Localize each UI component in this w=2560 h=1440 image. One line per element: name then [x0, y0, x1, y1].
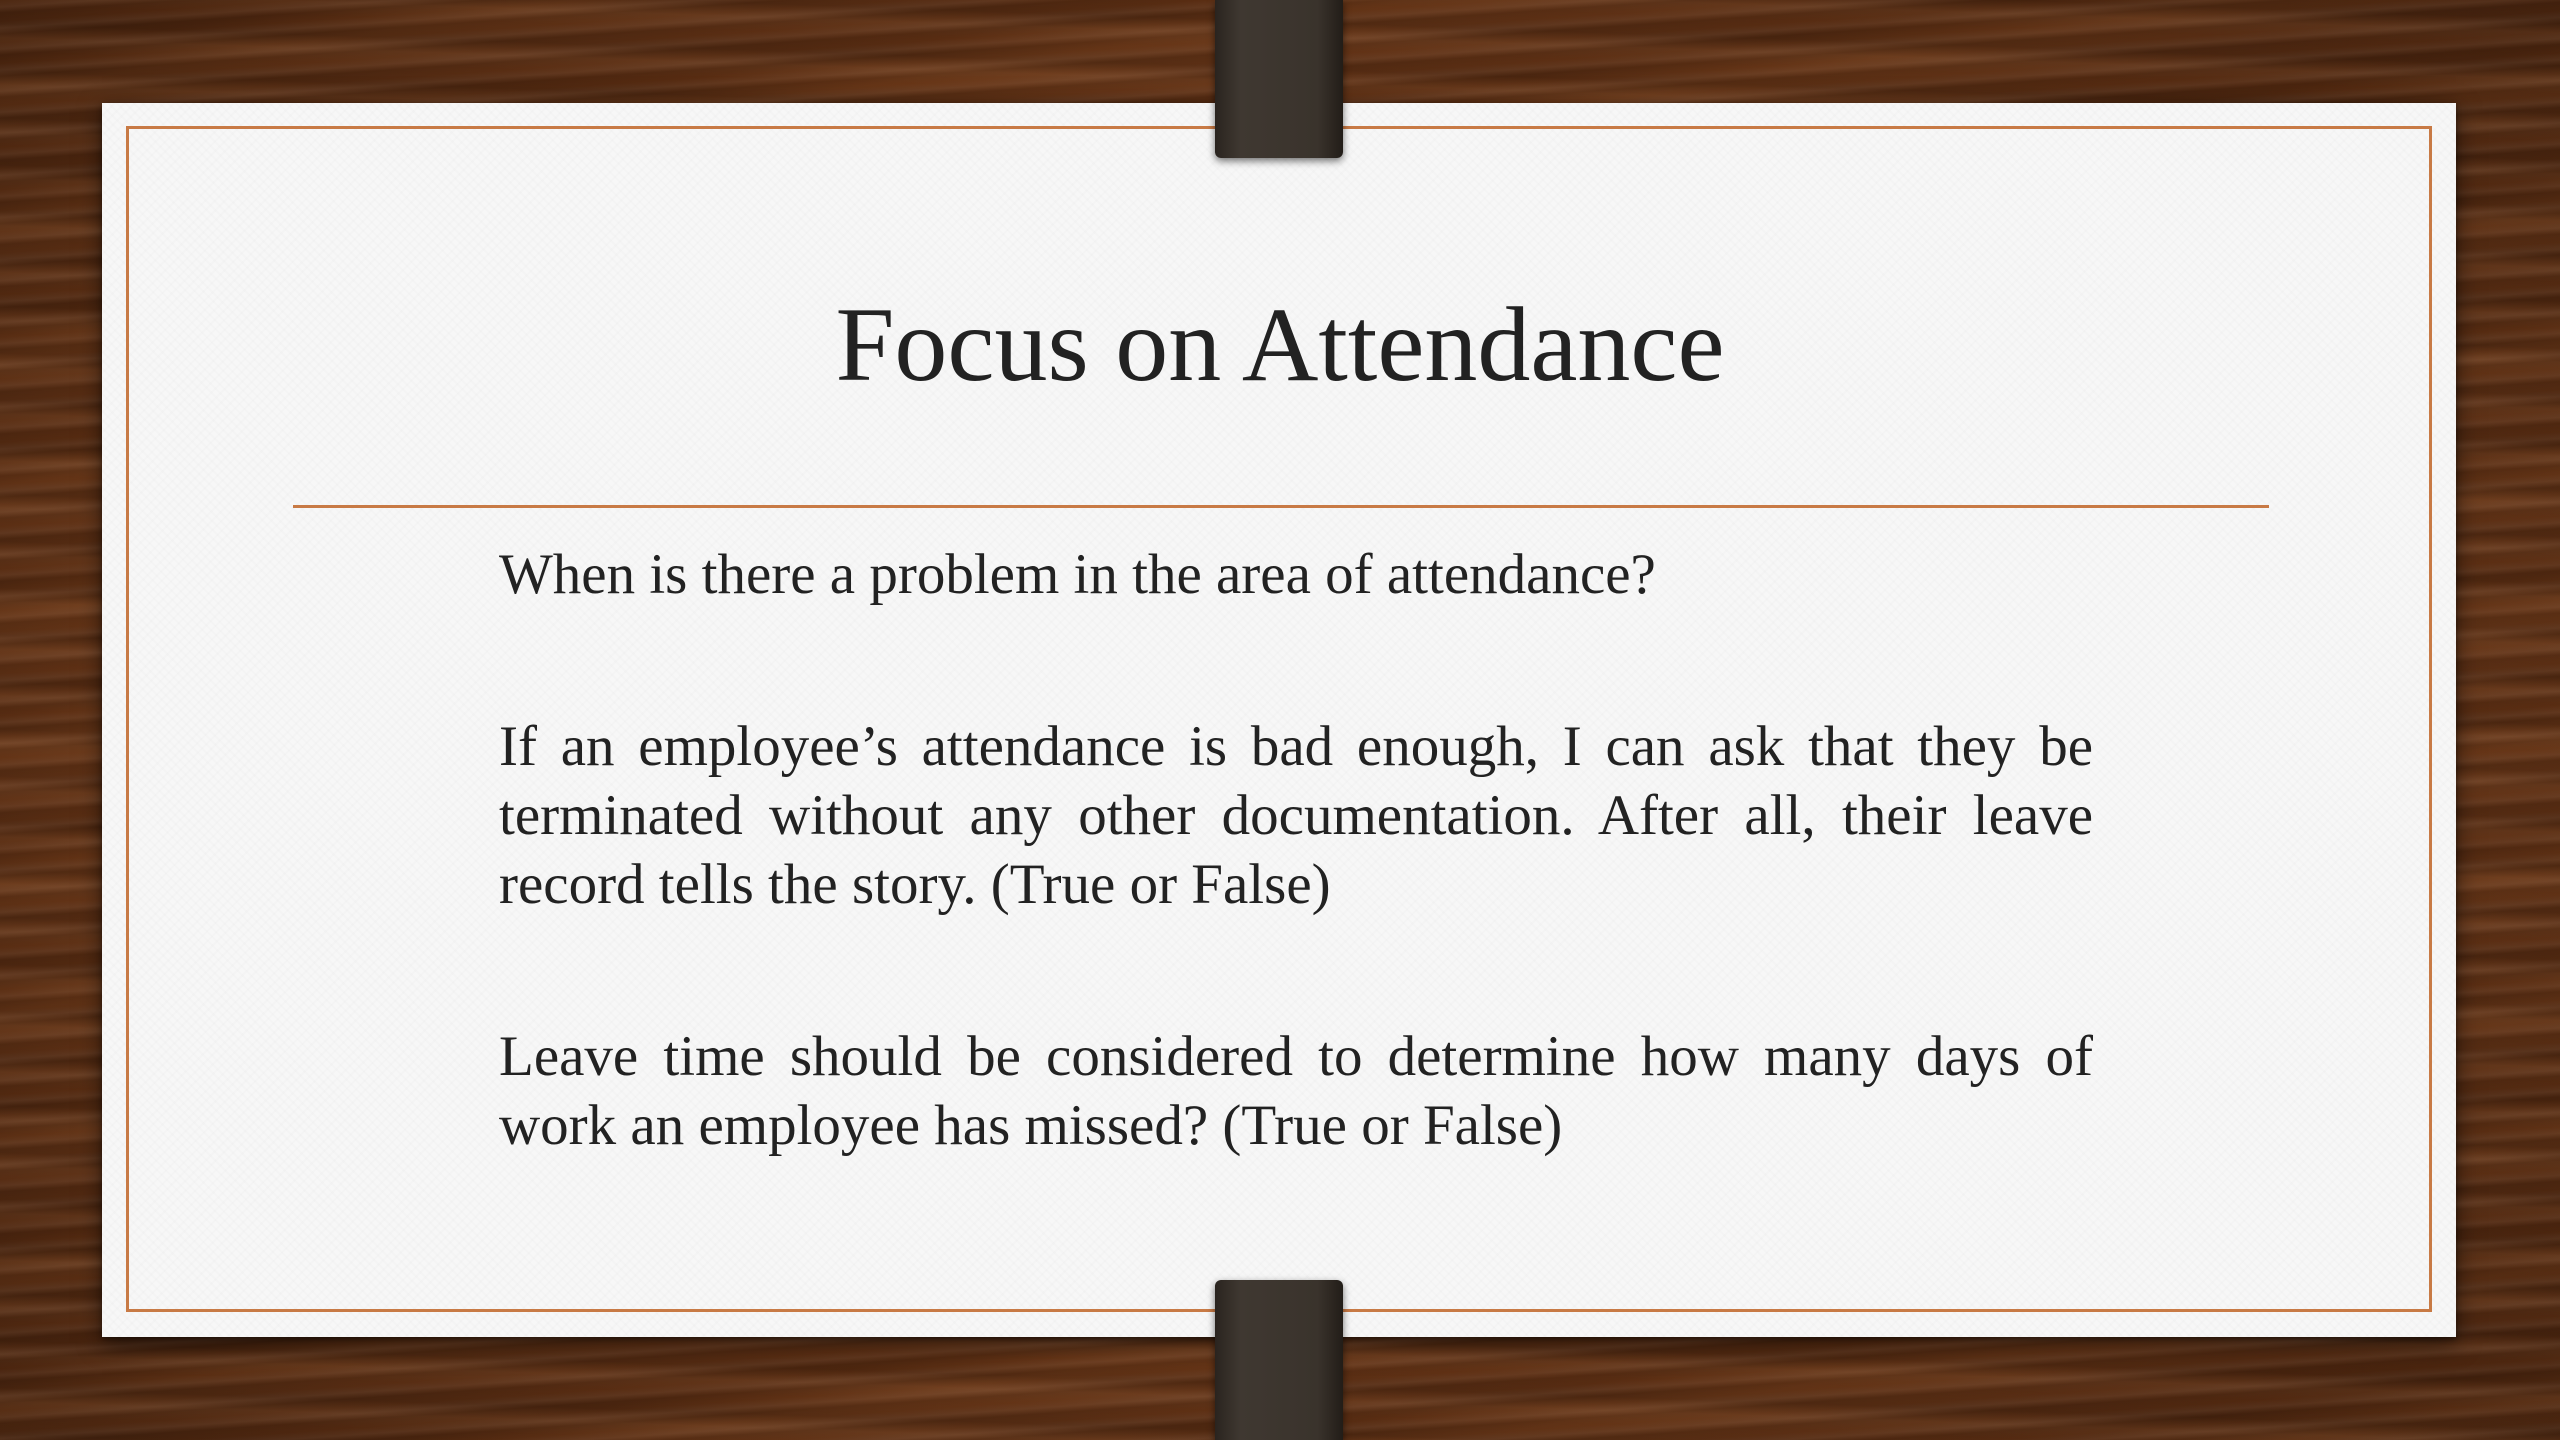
slide-body: [499, 540, 2093, 1160]
slide-title: Focus on Attendance: [835, 286, 1725, 403]
question-leave-time-true-false: Leave time should be considered to determine how many days of work an employee has missed? (True or False): [499, 1025, 2093, 1157]
binder-clip-top: [1215, 0, 1343, 158]
question-attendance-problem: When is there a problem in the area of attendance?: [499, 543, 1656, 606]
binder-clip-bottom: [1215, 1280, 1343, 1440]
title-divider: [293, 505, 2269, 508]
question-termination-true-false: If an employee’s attendance is bad enough, I can ask that they be terminated without any other documentation. After all, their leave record tells the story. (True or False): [499, 715, 2093, 916]
